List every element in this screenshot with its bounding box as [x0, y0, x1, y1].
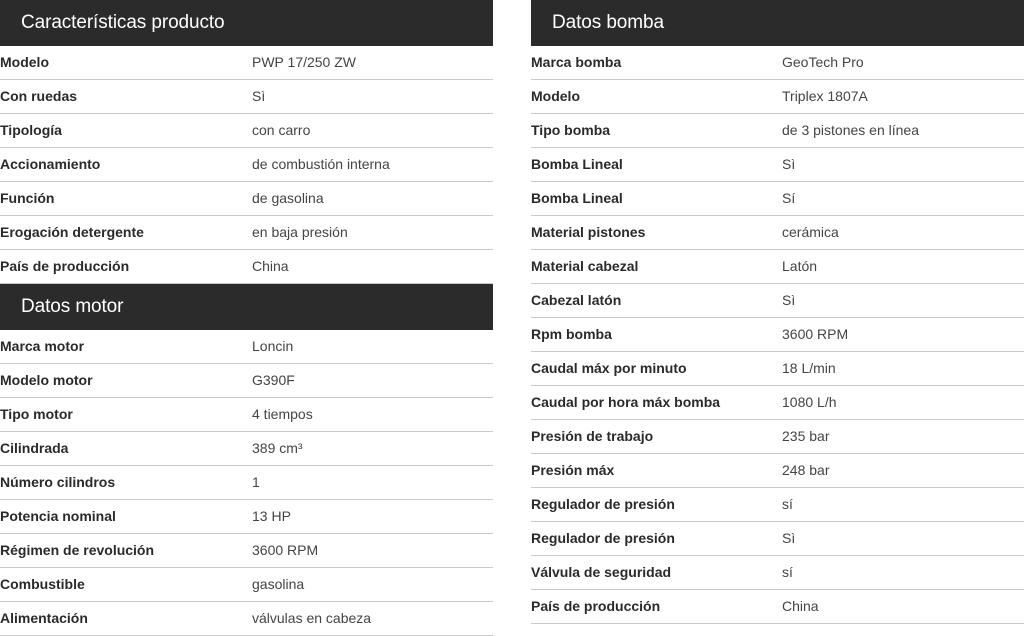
spec-value: 18 L/min — [782, 360, 836, 376]
spec-row — [531, 386, 1024, 420]
spec-row — [0, 534, 493, 568]
spec-value: en baja presión — [252, 224, 348, 240]
spec-value: de gasolina — [252, 190, 324, 206]
spec-row — [531, 182, 1024, 216]
spec-label: Función — [0, 190, 55, 206]
spec-label: Tipo motor — [0, 406, 73, 422]
spec-value: 3600 RPM — [252, 542, 319, 558]
spec-value: Sí — [782, 190, 796, 206]
spec-value: 1080 L/h — [782, 394, 837, 410]
spec-value: 235 bar — [782, 428, 830, 444]
spec-label: Accionamiento — [0, 156, 101, 172]
spec-row — [531, 80, 1024, 114]
spec-label: Válvula de seguridad — [531, 564, 672, 580]
spec-label: Material pistones — [531, 224, 646, 240]
right-column — [531, 0, 1024, 624]
spec-label: Cabezal latón — [531, 292, 622, 308]
spec-value: 248 bar — [782, 462, 830, 478]
spec-value: gasolina — [252, 576, 305, 592]
spec-row — [0, 398, 493, 432]
spec-row — [531, 318, 1024, 352]
spec-label: Alimentación — [0, 610, 88, 626]
spec-value: sí — [782, 564, 793, 580]
spec-row — [0, 148, 493, 182]
spec-value: Sì — [782, 530, 796, 546]
spec-table — [0, 46, 493, 284]
spec-value: sí — [782, 496, 793, 512]
spec-value: Loncin — [252, 338, 294, 354]
spec-row — [531, 556, 1024, 590]
spec-row — [531, 46, 1024, 80]
spec-row — [531, 590, 1024, 624]
spec-label: Número cilindros — [0, 474, 116, 490]
spec-row — [0, 568, 493, 602]
spec-label: País de producción — [0, 258, 130, 274]
section-header: Datos bomba — [531, 0, 1024, 46]
spec-label: Régimen de revolución — [0, 542, 155, 558]
spec-label: Caudal máx por minuto — [531, 360, 687, 376]
spec-value: 389 cm³ — [252, 440, 303, 456]
spec-value: China — [782, 598, 819, 614]
spec-row — [0, 250, 493, 284]
spec-row — [0, 216, 493, 250]
spec-row — [0, 364, 493, 398]
spec-label: Potencia nominal — [0, 508, 116, 524]
spec-value: Sì — [252, 88, 266, 104]
section-datos-motor — [0, 284, 493, 636]
spec-value: G390F — [252, 372, 295, 388]
spec-label: Tipo bomba — [531, 122, 611, 138]
spec-value: 13 HP — [252, 508, 291, 524]
spec-row — [531, 454, 1024, 488]
spec-value: Triplex 1807A — [782, 88, 868, 104]
spec-label: Tipología — [0, 122, 62, 138]
spec-row — [531, 250, 1024, 284]
spec-value: China — [252, 258, 289, 274]
spec-value: Sì — [782, 156, 796, 172]
spec-label: Modelo — [531, 88, 580, 104]
spec-label: Bomba Lineal — [531, 156, 623, 172]
spec-label: Combustible — [0, 576, 85, 592]
spec-label: Presión de trabajo — [531, 428, 654, 444]
spec-row — [531, 488, 1024, 522]
left-column — [0, 0, 493, 636]
spec-row — [0, 46, 493, 80]
spec-label: País de producción — [531, 598, 661, 614]
spec-row — [0, 330, 493, 364]
spec-table — [0, 330, 493, 636]
spec-value: de 3 pistones en línea — [782, 122, 919, 138]
spec-value: 4 tiempos — [252, 406, 313, 422]
section-caracteristicas-producto — [0, 0, 493, 284]
spec-row — [0, 182, 493, 216]
spec-row — [0, 602, 493, 636]
spec-row — [0, 466, 493, 500]
spec-value: Sì — [782, 292, 796, 308]
spec-label: Con ruedas — [0, 88, 78, 104]
spec-value: Latón — [782, 258, 818, 274]
spec-label: Rpm bomba — [531, 326, 612, 342]
spec-value: de combustión interna — [252, 156, 390, 172]
spec-label: Material cabezal — [531, 258, 639, 274]
spec-row — [531, 114, 1024, 148]
spec-table — [531, 46, 1024, 624]
spec-row — [0, 80, 493, 114]
spec-row — [531, 352, 1024, 386]
section-header: Datos motor — [0, 284, 493, 330]
spec-value: 1 — [252, 474, 260, 490]
spec-value: GeoTech Pro — [782, 54, 864, 70]
spec-row — [0, 432, 493, 466]
spec-value: 3600 RPM — [782, 326, 849, 342]
spec-row — [0, 500, 493, 534]
section-datos-bomba — [531, 0, 1024, 624]
spec-label: Modelo motor — [0, 372, 93, 388]
spec-label: Presión máx — [531, 462, 615, 478]
spec-row — [0, 114, 493, 148]
spec-label: Caudal por hora máx bomba — [531, 394, 721, 410]
spec-row — [531, 420, 1024, 454]
spec-label: Regulador de presión — [531, 530, 675, 546]
spec-label: Marca motor — [0, 338, 85, 354]
spec-label: Regulador de presión — [531, 496, 675, 512]
spec-label: Cilindrada — [0, 440, 69, 456]
section-header: Características producto — [0, 0, 493, 46]
spec-value: válvulas en cabeza — [252, 610, 372, 626]
spec-value: PWP 17/250 ZW — [252, 54, 357, 70]
spec-row — [531, 148, 1024, 182]
spec-row — [531, 522, 1024, 556]
spec-row — [531, 216, 1024, 250]
spec-value: cerámica — [782, 224, 839, 240]
spec-label: Marca bomba — [531, 54, 622, 70]
spec-label: Bomba Lineal — [531, 190, 623, 206]
spec-row — [531, 284, 1024, 318]
spec-label: Modelo — [0, 54, 49, 70]
spec-value: con carro — [252, 122, 311, 138]
spec-label: Erogación detergente — [0, 224, 144, 240]
